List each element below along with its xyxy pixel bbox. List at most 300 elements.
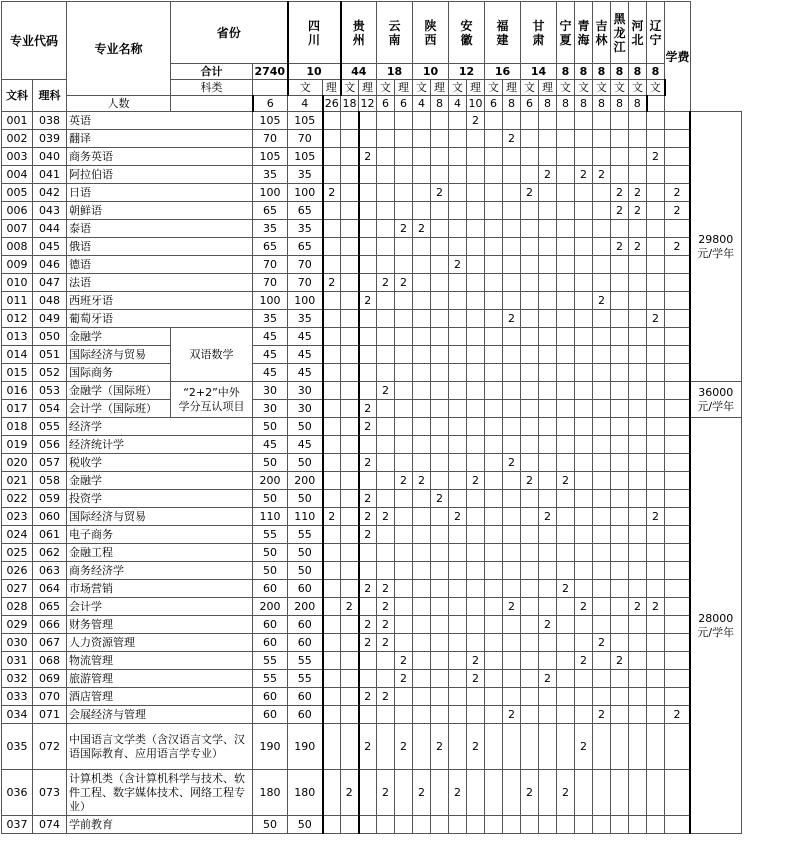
quota-cell	[665, 508, 691, 526]
table-row	[2, 328, 742, 346]
quota-cell	[503, 490, 521, 508]
province-name-0	[288, 2, 341, 64]
quota-cell	[503, 526, 521, 544]
science-code: 057	[33, 454, 67, 472]
quota-cell	[593, 688, 611, 706]
fee-value: 36000元/学年	[690, 382, 741, 418]
subject-count: 8	[557, 96, 575, 112]
quota-cell	[575, 770, 593, 816]
science-code: 072	[33, 724, 67, 770]
quota-cell	[593, 220, 611, 238]
province-total: 8	[593, 64, 611, 80]
quota-cell: 2	[503, 706, 521, 724]
quota-cell	[467, 166, 485, 184]
quota-cell	[539, 112, 557, 130]
quota-cell	[539, 598, 557, 616]
quota-cell	[431, 670, 449, 688]
quota-cell	[665, 688, 691, 706]
quota-cell	[413, 670, 431, 688]
quota-cell	[629, 724, 647, 770]
quota-cell	[377, 238, 395, 256]
quota-cell	[557, 454, 575, 472]
quota-cell: 2	[665, 706, 691, 724]
quota-cell	[323, 238, 341, 256]
quota-cell: 2	[359, 454, 377, 472]
quota-cell	[557, 562, 575, 580]
quota-cell	[557, 526, 575, 544]
quota-cell	[485, 490, 503, 508]
subject-type: 文	[611, 80, 629, 96]
quota-cell	[359, 816, 377, 834]
major-name: 金融学	[67, 472, 253, 490]
plan-count: 65	[253, 202, 288, 220]
plan-count-total: 70	[288, 256, 323, 274]
quota-cell	[521, 508, 539, 526]
quota-cell	[449, 688, 467, 706]
quota-cell	[377, 292, 395, 310]
quota-cell	[323, 598, 341, 616]
quota-cell	[629, 616, 647, 634]
quota-cell: 2	[647, 508, 665, 526]
quota-cell	[413, 508, 431, 526]
quota-cell	[359, 770, 377, 816]
quota-cell	[611, 490, 629, 508]
quota-cell	[323, 544, 341, 562]
province-header: 省份	[171, 2, 288, 64]
quota-cell	[593, 770, 611, 816]
quota-cell	[665, 274, 691, 292]
table-row	[2, 816, 742, 834]
quota-cell	[323, 346, 341, 364]
quota-cell	[323, 400, 341, 418]
plan-count-total: 50	[288, 816, 323, 834]
province-total: 8	[647, 64, 665, 80]
quota-cell	[647, 184, 665, 202]
plan-count: 50	[253, 490, 288, 508]
quota-cell	[467, 688, 485, 706]
table-row	[2, 256, 742, 274]
bilingual-note: 双语数学	[171, 328, 253, 382]
quota-cell	[503, 238, 521, 256]
quota-cell	[647, 166, 665, 184]
quota-cell	[431, 130, 449, 148]
quota-cell	[629, 256, 647, 274]
quota-cell	[575, 274, 593, 292]
plan-count-total: 45	[288, 346, 323, 364]
quota-cell	[629, 634, 647, 652]
quota-cell	[539, 274, 557, 292]
quota-cell: 2	[359, 292, 377, 310]
quota-cell	[629, 770, 647, 816]
quota-cell	[377, 562, 395, 580]
total-value: 2740	[253, 64, 288, 80]
science-code: 056	[33, 436, 67, 454]
quota-cell	[539, 688, 557, 706]
subject-count: 8	[539, 96, 557, 112]
quota-cell	[521, 112, 539, 130]
quota-cell	[539, 472, 557, 490]
quota-cell	[395, 418, 413, 436]
subject-count: 6	[521, 96, 539, 112]
quota-cell	[647, 346, 665, 364]
quota-cell	[359, 238, 377, 256]
arts-code: 004	[2, 166, 33, 184]
quota-cell	[485, 112, 503, 130]
quota-cell	[647, 526, 665, 544]
quota-cell	[557, 310, 575, 328]
quota-cell	[521, 328, 539, 346]
quota-cell	[665, 328, 691, 346]
subject-count: 10	[468, 96, 483, 110]
table-row	[2, 562, 742, 580]
quota-cell	[377, 364, 395, 382]
quota-cell	[521, 652, 539, 670]
quota-cell	[665, 112, 691, 130]
science-code: 062	[33, 544, 67, 562]
quota-cell	[359, 382, 377, 400]
quota-cell	[593, 670, 611, 688]
quota-cell	[629, 130, 647, 148]
quota-cell	[485, 688, 503, 706]
quota-cell	[413, 724, 431, 770]
quota-cell	[647, 724, 665, 770]
quota-cell	[323, 688, 341, 706]
province-total: 8	[575, 64, 593, 80]
quota-cell	[449, 112, 467, 130]
major-name: 国际经济与贸易	[67, 508, 253, 526]
quota-cell: 2	[449, 770, 467, 816]
quota-cell	[575, 580, 593, 598]
quota-cell	[323, 670, 341, 688]
major-name: 金融工程	[67, 544, 253, 562]
quota-cell	[647, 328, 665, 346]
quota-cell	[575, 184, 593, 202]
quota-cell	[341, 688, 359, 706]
quota-cell	[539, 346, 557, 364]
quota-cell	[413, 112, 431, 130]
quota-cell	[359, 670, 377, 688]
plan-count: 35	[253, 310, 288, 328]
quota-cell	[413, 238, 431, 256]
quota-cell	[521, 346, 539, 364]
quota-cell	[593, 598, 611, 616]
quota-cell	[665, 472, 691, 490]
quota-cell	[665, 670, 691, 688]
science-code: 060	[33, 508, 67, 526]
quota-cell	[503, 688, 521, 706]
major-name: 西班牙语	[67, 292, 253, 310]
quota-cell	[449, 454, 467, 472]
quota-cell	[467, 310, 485, 328]
table-row	[2, 274, 742, 292]
arts-code: 002	[2, 130, 33, 148]
quota-cell	[323, 490, 341, 508]
quota-cell: 2	[359, 688, 377, 706]
plan-count: 45	[253, 346, 288, 364]
quota-cell	[377, 544, 395, 562]
quota-cell	[629, 328, 647, 346]
quota-cell	[521, 454, 539, 472]
quota-cell: 2	[449, 256, 467, 274]
quota-cell	[629, 688, 647, 706]
quota-cell: 2	[503, 310, 521, 328]
quota-cell	[413, 598, 431, 616]
quota-cell	[485, 400, 503, 418]
quota-cell	[593, 382, 611, 400]
quota-cell	[359, 112, 377, 130]
quota-cell	[539, 256, 557, 274]
quota-cell	[665, 454, 691, 472]
quota-cell	[485, 238, 503, 256]
quota-cell	[629, 562, 647, 580]
arts-code: 011	[2, 292, 33, 310]
quota-cell	[521, 400, 539, 418]
quota-cell	[341, 202, 359, 220]
science-code: 048	[33, 292, 67, 310]
quota-cell	[467, 770, 485, 816]
quota-cell: 2	[395, 472, 413, 490]
province-name-4	[449, 2, 485, 64]
province-total: 44	[341, 64, 377, 80]
quota-cell	[665, 382, 691, 400]
quota-cell	[359, 346, 377, 364]
quota-cell: 2	[377, 634, 395, 652]
plan-count-total: 55	[288, 670, 323, 688]
quota-cell	[485, 454, 503, 472]
quota-cell	[467, 562, 485, 580]
quota-cell	[665, 130, 691, 148]
quota-cell	[521, 526, 539, 544]
quota-cell	[593, 130, 611, 148]
quota-cell	[341, 508, 359, 526]
quota-cell	[485, 816, 503, 834]
quota-cell	[539, 454, 557, 472]
quota-cell	[539, 562, 557, 580]
subject-type: 文	[413, 80, 431, 96]
arts-code: 022	[2, 490, 33, 508]
plan-count: 70	[253, 130, 288, 148]
quota-cell: 2	[557, 770, 575, 816]
quota-cell	[539, 382, 557, 400]
quota-cell	[503, 418, 521, 436]
quota-cell	[557, 238, 575, 256]
quota-cell	[521, 634, 539, 652]
quota-cell	[431, 238, 449, 256]
province-name-2	[377, 2, 413, 64]
plan-count: 50	[253, 418, 288, 436]
quota-cell	[503, 382, 521, 400]
quota-cell	[485, 274, 503, 292]
quota-cell	[359, 184, 377, 202]
quota-cell	[539, 148, 557, 166]
quota-cell	[377, 724, 395, 770]
subject-count: 8	[431, 96, 449, 112]
quota-cell	[647, 770, 665, 816]
subject-count: 4	[413, 96, 431, 112]
quota-cell	[323, 310, 341, 328]
province-name-label: 陕西	[424, 18, 437, 47]
quota-cell: 2	[359, 580, 377, 598]
quota-cell	[647, 112, 665, 130]
quota-cell	[593, 328, 611, 346]
quota-cell	[503, 472, 521, 490]
table-row	[2, 400, 742, 418]
table-row	[2, 130, 742, 148]
quota-cell	[503, 328, 521, 346]
quota-cell: 2	[611, 202, 629, 220]
quota-cell	[449, 418, 467, 436]
major-name: 物流管理	[67, 652, 253, 670]
quota-cell	[593, 616, 611, 634]
quota-cell	[377, 418, 395, 436]
quota-cell	[503, 292, 521, 310]
arts-code: 036	[2, 770, 33, 816]
science-code: 051	[33, 346, 67, 364]
quota-cell	[395, 616, 413, 634]
quota-cell	[395, 256, 413, 274]
quota-cell	[395, 130, 413, 148]
arts-code: 001	[2, 112, 33, 130]
province-name-12	[647, 2, 665, 64]
quota-cell	[323, 770, 341, 816]
plan-count-total: 100	[288, 184, 323, 202]
quota-cell	[521, 706, 539, 724]
plan-count: 50	[253, 454, 288, 472]
fee-value: 28000元/学年	[690, 418, 741, 834]
science-code: 068	[33, 652, 67, 670]
quota-cell: 2	[395, 274, 413, 292]
quota-cell	[395, 238, 413, 256]
quota-cell	[503, 364, 521, 382]
quota-cell	[665, 256, 691, 274]
quota-cell	[521, 418, 539, 436]
quota-cell	[395, 112, 413, 130]
quota-cell	[557, 148, 575, 166]
plan-count-total: 50	[288, 544, 323, 562]
plan-count: 200	[253, 598, 288, 616]
subject-type: 理	[503, 80, 521, 96]
quota-cell	[467, 130, 485, 148]
province-total: 10	[288, 64, 341, 80]
arts-code: 003	[2, 148, 33, 166]
quota-cell	[557, 508, 575, 526]
major-name: 会计学（国际班）	[67, 400, 171, 418]
quota-cell	[485, 148, 503, 166]
quota-cell	[449, 346, 467, 364]
table-row	[2, 166, 742, 184]
quota-cell	[575, 220, 593, 238]
table-row	[2, 382, 742, 400]
quota-cell	[395, 148, 413, 166]
subject-count: 6	[253, 96, 288, 112]
science-code: 067	[33, 634, 67, 652]
arts-code: 029	[2, 616, 33, 634]
arts-code: 006	[2, 202, 33, 220]
quota-cell	[323, 526, 341, 544]
quota-cell	[413, 130, 431, 148]
subject-count: 6	[377, 96, 395, 112]
quota-cell	[629, 346, 647, 364]
quota-cell	[431, 202, 449, 220]
quota-cell	[431, 328, 449, 346]
quota-cell	[557, 634, 575, 652]
quota-cell	[521, 436, 539, 454]
arts-code: 010	[2, 274, 33, 292]
science-code: 039	[33, 130, 67, 148]
science-code: 050	[33, 328, 67, 346]
quota-cell	[629, 526, 647, 544]
quota-cell	[467, 382, 485, 400]
quota-cell	[575, 148, 593, 166]
quota-cell	[431, 346, 449, 364]
fee-header: 学费	[665, 2, 691, 112]
quota-cell	[593, 346, 611, 364]
table-row	[2, 616, 742, 634]
quota-cell	[629, 310, 647, 328]
arts-code: 007	[2, 220, 33, 238]
quota-cell	[413, 490, 431, 508]
quota-cell	[323, 256, 341, 274]
subject-count: 8	[611, 96, 629, 112]
science-code: 054	[33, 400, 67, 418]
quota-cell	[557, 652, 575, 670]
quota-cell	[575, 616, 593, 634]
plan-count: 45	[253, 436, 288, 454]
quota-cell	[341, 670, 359, 688]
quota-cell	[629, 400, 647, 418]
quota-cell	[377, 184, 395, 202]
quota-cell	[467, 328, 485, 346]
quota-cell: 2	[413, 472, 431, 490]
quota-cell	[611, 166, 629, 184]
quota-cell	[593, 508, 611, 526]
quota-cell	[539, 220, 557, 238]
quota-cell	[629, 364, 647, 382]
major-name: 翻译	[67, 130, 253, 148]
table-row	[2, 706, 742, 724]
quota-cell	[611, 292, 629, 310]
quota-cell	[503, 202, 521, 220]
quota-cell	[593, 580, 611, 598]
quota-cell	[395, 688, 413, 706]
quota-cell	[503, 148, 521, 166]
quota-cell	[449, 166, 467, 184]
quota-cell	[359, 598, 377, 616]
province-name-8	[575, 2, 593, 64]
quota-cell	[377, 112, 395, 130]
quota-cell	[341, 418, 359, 436]
quota-cell	[557, 202, 575, 220]
quota-cell	[341, 706, 359, 724]
quota-cell	[449, 274, 467, 292]
subject-count: 18	[342, 96, 357, 110]
quota-cell	[377, 328, 395, 346]
quota-cell	[431, 256, 449, 274]
quota-cell	[575, 816, 593, 834]
quota-cell	[323, 816, 341, 834]
quota-cell	[467, 400, 485, 418]
quota-cell	[539, 544, 557, 562]
quota-cell: 2	[467, 472, 485, 490]
subject-type: 文	[575, 80, 593, 96]
quota-cell	[629, 220, 647, 238]
quota-cell	[377, 220, 395, 238]
arts-code: 012	[2, 310, 33, 328]
quota-cell	[521, 724, 539, 770]
quota-cell	[485, 508, 503, 526]
quota-cell: 2	[467, 112, 485, 130]
quota-cell	[323, 472, 341, 490]
